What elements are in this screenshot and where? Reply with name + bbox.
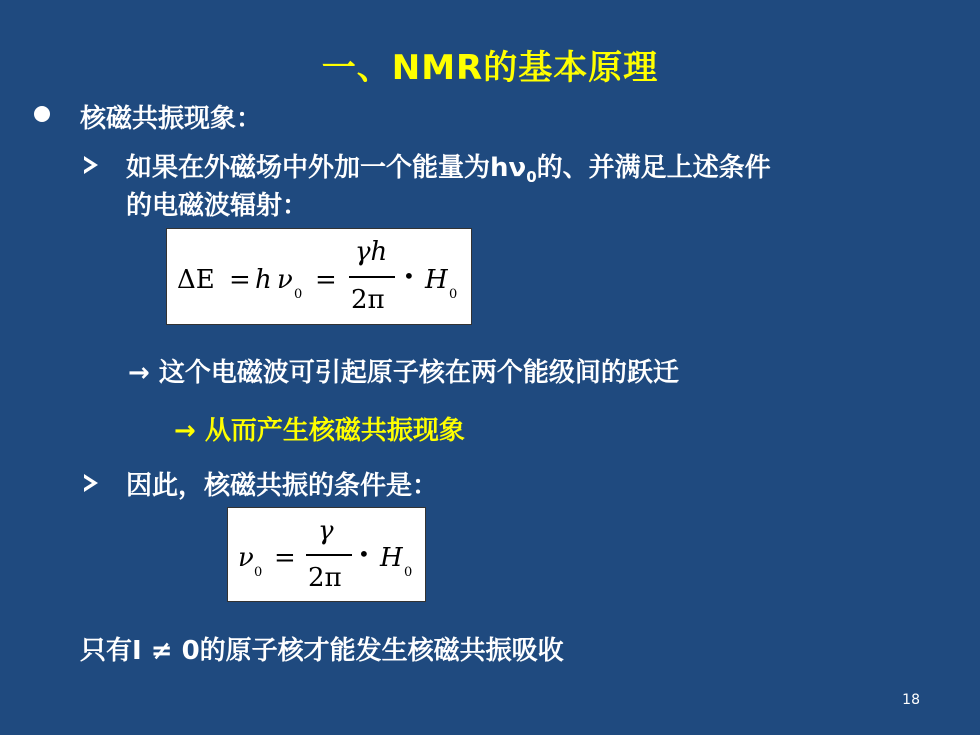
fraction-bar-2 xyxy=(306,554,352,556)
sub-bullet-line1-pre: 如果在外磁场中外加一个能量为hν xyxy=(126,153,527,183)
formula2-H-subscript: 0 xyxy=(404,565,413,580)
sub-bullet-line1-post: 的、并满足上述条件 xyxy=(536,153,771,183)
formula-numerator: γh xyxy=(355,237,388,267)
arrow-line-transition: → 这个电磁波可引起原子核在两个能级间的跃迁 xyxy=(128,358,679,388)
formula-energy xyxy=(166,228,472,325)
sub-bullet-line1-subscript: 0 xyxy=(526,168,537,186)
formula2-nu-subscript: 0 xyxy=(254,565,263,580)
formula-nu-subscript: 0 xyxy=(294,287,303,302)
formula2-equals: = xyxy=(274,543,296,573)
bullet-heading: 核磁共振现象： xyxy=(80,104,263,134)
formula-condition xyxy=(227,507,426,602)
formula-equals-2: = xyxy=(315,265,337,295)
bullet-dot-icon xyxy=(34,106,50,122)
formula-h: h xyxy=(255,265,272,295)
sub-bullet-line2: 的电磁波辐射： xyxy=(126,191,309,221)
formula2-H: H xyxy=(380,543,403,573)
formula2-numerator: γ xyxy=(318,516,334,546)
formula-denominator: 2π xyxy=(351,285,385,315)
conclusion-text: 只有I ≠ 0的原子核才能发生核磁共振吸收 xyxy=(80,636,564,666)
formula-nu: ν xyxy=(277,265,293,295)
fraction-bar xyxy=(349,276,395,278)
sub-bullet-line1 xyxy=(126,147,771,186)
formula2-denominator: 2π xyxy=(308,563,342,593)
formula2-dot: • xyxy=(358,542,370,566)
formula-delta-e: ΔE xyxy=(177,265,215,295)
formula-dot: • xyxy=(403,264,415,288)
formula2-nu: ν xyxy=(238,543,254,573)
slide-title: 一、NMR的基本原理 xyxy=(321,48,659,88)
formula-H: H xyxy=(425,265,448,295)
sub-bullet-condition: 因此，核磁共振的条件是： xyxy=(126,471,439,501)
formula-H-subscript: 0 xyxy=(449,287,458,302)
arrowhead-bullet-icon-2 xyxy=(84,474,98,492)
page-number: 18 xyxy=(902,692,920,708)
arrow-line-resonance: → 从而产生核磁共振现象 xyxy=(174,416,465,446)
arrowhead-bullet-icon xyxy=(84,156,98,174)
formula-equals: = xyxy=(229,265,251,295)
